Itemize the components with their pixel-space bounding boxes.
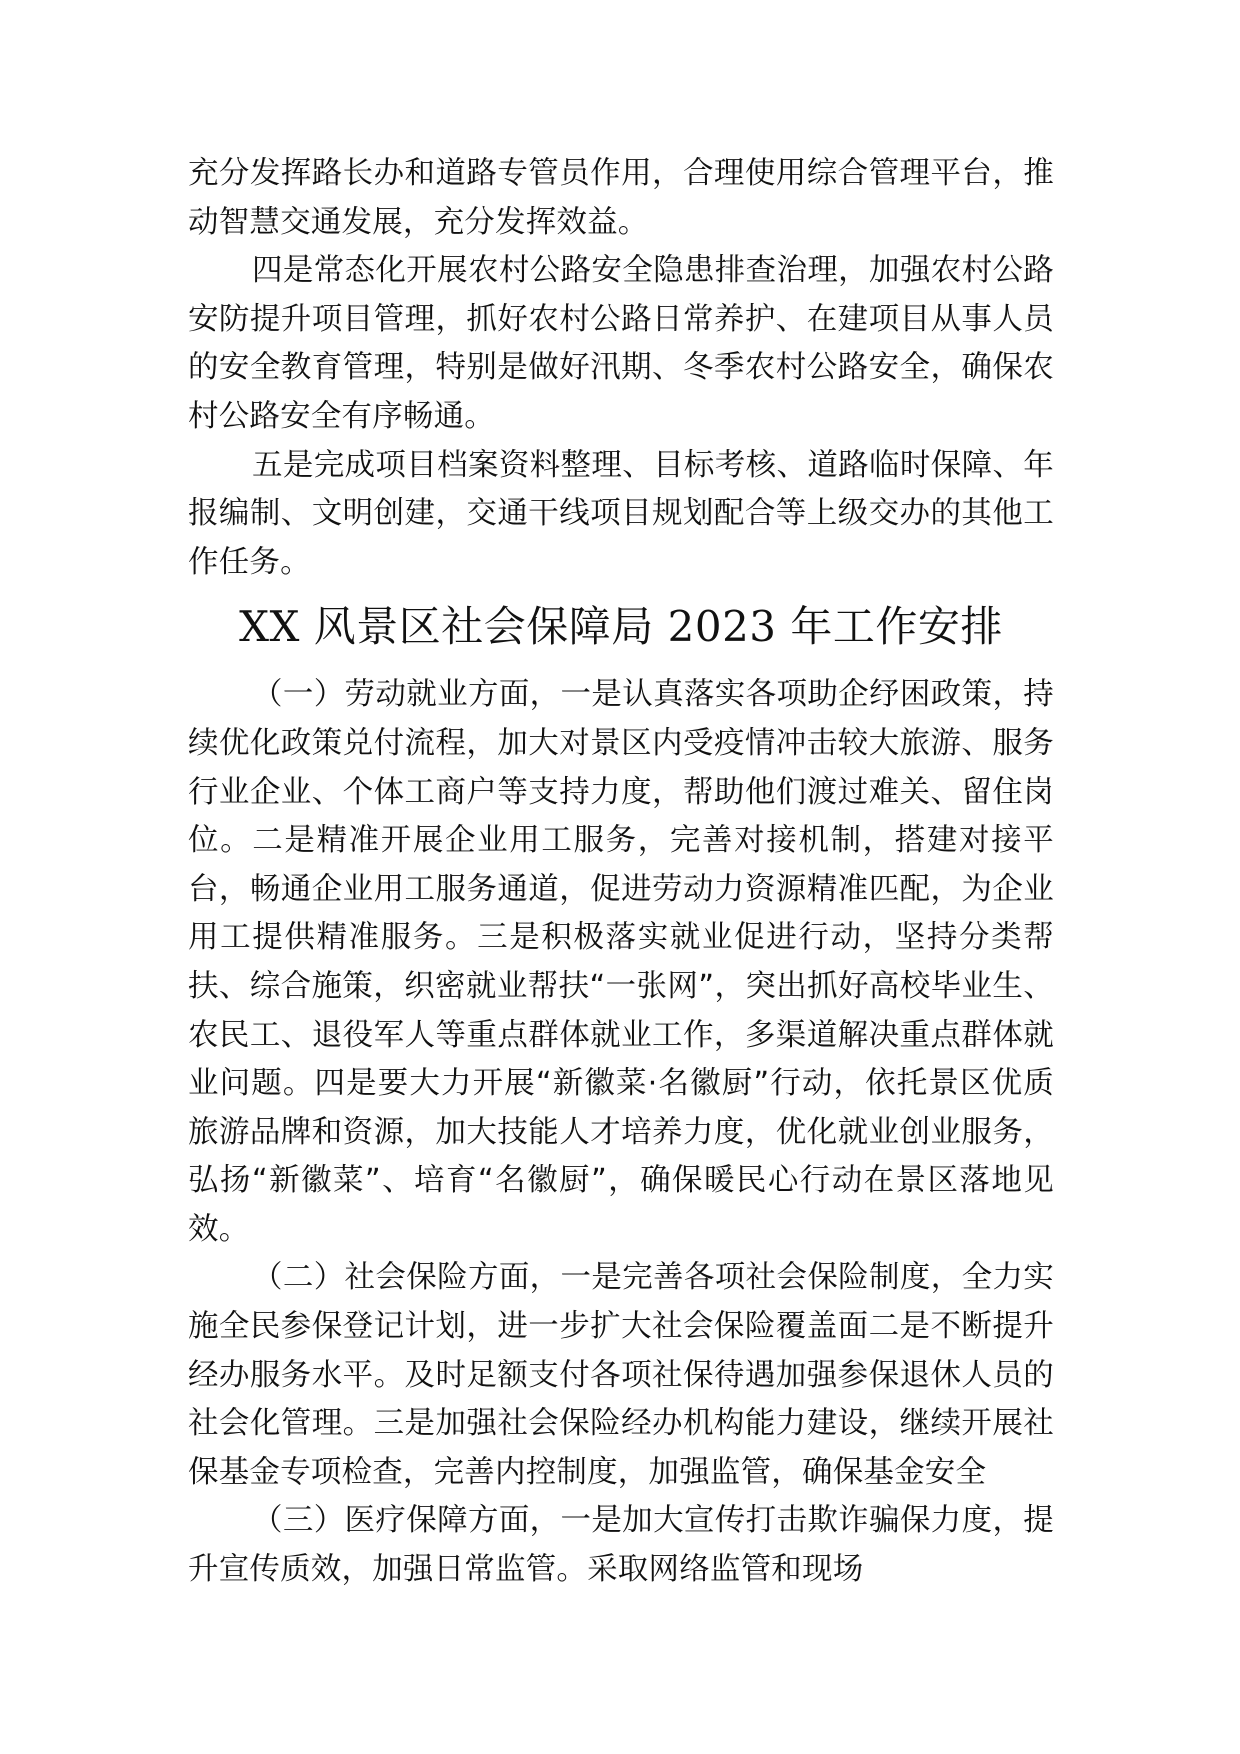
intro-paragraph-1: 充分发挥路长办和道路专管员作用，合理使用综合管理平台，推动智慧交通发展，充分发挥效益。 bbox=[188, 156, 1054, 240]
section-medical-security: （三）医疗保障方面，一是加大宣传打击欺诈骗保力度，提升宣传质效，加强日常监管。采取网络监管和现场 bbox=[188, 1503, 1054, 1588]
intro-paragraph-2: 四是常态化开展农村公路安全隐患排查治理，加强农村公路安防提升项目管理，抓好农村公路日常养护、在建项目从事人员的安全教育管理，特别是做好汛期、冬季农村公路安全，确保农村公路安全有序畅通。 bbox=[188, 253, 1054, 434]
section-employment: （一）劳动就业方面，一是认真落实各项助企纾困政策，持续优化政策兑付流程，加大对景区内受疫情冲击较大旅游、服务行业企业、个体工商户等支持力度，帮助他们渡过难关、留住岗位。二是精准开展企业用工服务，完善对接机制，搭建对接平台，畅通企业用工服务通道，促进劳动力资源精准匹配，为企业用工提供精准服务。三是积极落实就业促进行动，坚持分类帮扶、综合施策，织密就业帮扶“一张网”，突出抓好高校毕业生、农民工、退役军人等重点群体就业工作，多渠道解决重点群体就业问题。四是要大力开展“新徽菜·名徽厨”行动，依托景区优质旅游品牌和资源，加大技能人才培养力度，优化就业创业服务，弘扬“新徽菜”、培育“名徽厨”，确保暖民心行动在景区落地见效。 bbox=[188, 677, 1054, 1247]
document-title: XX 风景区社会保障局 2023 年工作安排 bbox=[239, 602, 1003, 652]
section-social-insurance: （二）社会保险方面，一是完善各项社会保险制度，全力实施全民参保登记计划，进一步扩大社会保险覆盖面二是不断提升经办服务水平。及时足额支付各项社保待遇加强参保退休人员的社会化管理。三是加强社会保险经办机构能力建设，继续开展社保基金专项检查，完善内控制度，加强监管，确保基金安全 bbox=[188, 1260, 1054, 1490]
intro-paragraph-3: 五是完成项目档案资料整理、目标考核、道路临时保障、年报编制、文明创建，交通干线项目规划配合等上级交办的其他工作任务。 bbox=[188, 447, 1054, 580]
document-page bbox=[188, 150, 1054, 1595]
